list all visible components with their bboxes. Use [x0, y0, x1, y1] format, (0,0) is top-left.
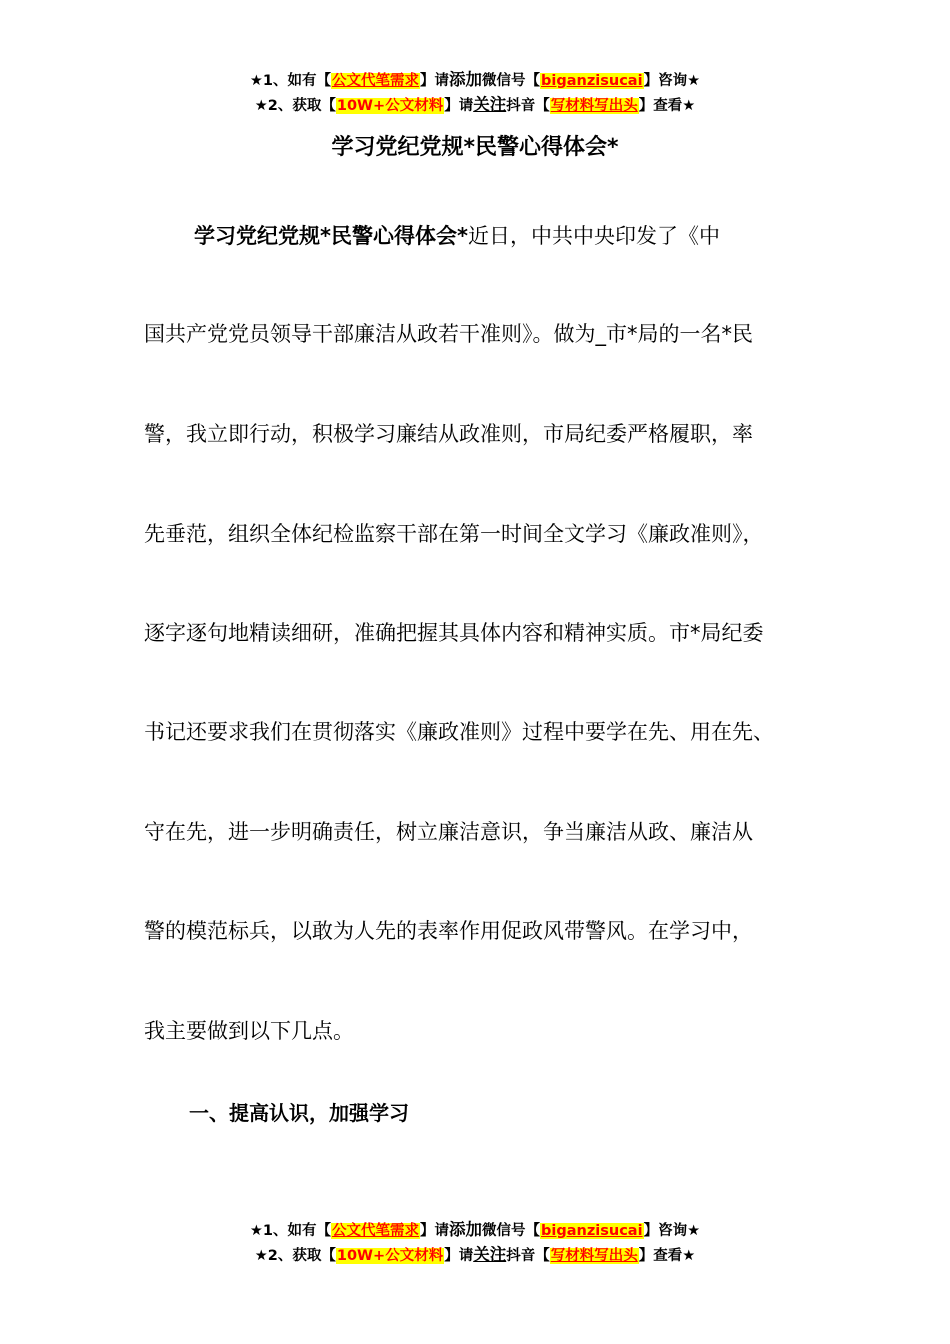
banner-text: ★2、获取【: [254, 1248, 336, 1264]
paragraph-lead: 学习党纪党规*民警心得体会*: [194, 224, 468, 248]
banner-text: 微信号【: [482, 1223, 541, 1239]
banner-highlight-wechat-id: biganzisucai: [541, 73, 643, 89]
paragraph-line-7: 守在先，进一步明确责任，树立廉洁意识，争当廉洁从政、廉洁从: [144, 820, 753, 844]
paragraph-line-4: 先垂范，组织全体纪检监察干部在第一时间全文学习《廉政准则》，: [144, 522, 764, 546]
paragraph-line-9: 我主要做到以下几点。: [144, 1019, 354, 1043]
banner-highlight-materials: 10W+公文材料: [336, 98, 444, 114]
banner-emphasis-add: 添加: [449, 70, 483, 89]
document-title: 学习党纪党规*民警心得体会*: [331, 135, 619, 160]
banner-text: 】咨询★: [643, 1223, 701, 1239]
banner-text: 】咨询★: [643, 73, 701, 89]
banner-text: 】请: [444, 98, 474, 114]
bottom-banner: [0, 1218, 950, 1268]
banner-text: 】查看★: [638, 1248, 696, 1264]
banner-text: 抖音【: [506, 98, 550, 114]
paragraph-line-6: 书记还要求我们在贯彻落实《廉政准则》过程中要学在先、用在先、: [144, 720, 774, 744]
banner-line-2: [0, 93, 950, 118]
banner-emphasis-follow: 关注: [473, 95, 507, 114]
banner-text: ★2、获取【: [254, 98, 336, 114]
banner-emphasis-follow: 关注: [473, 1245, 507, 1264]
banner-line-2: [0, 1243, 950, 1268]
banner-highlight-douyin: 写材料写出头: [550, 98, 638, 114]
banner-text: ★1、如有【: [249, 1223, 332, 1239]
paragraph-line-1: [194, 220, 864, 252]
section-heading: 一、提高认识，加强学习: [189, 1101, 409, 1125]
banner-text: 】查看★: [638, 98, 696, 114]
banner-line-1: [0, 1218, 950, 1243]
banner-text: 】请: [420, 1223, 450, 1239]
banner-emphasis-add: 添加: [449, 1220, 483, 1239]
paragraph-line-8: 警的模范标兵，以敢为人先的表率作用促政风带警风。在学习中，: [144, 919, 753, 943]
banner-line-1: [0, 68, 950, 93]
banner-highlight-service: 公文代笔需求: [332, 73, 420, 89]
banner-text: 】请: [444, 1248, 474, 1264]
banner-text: 抖音【: [506, 1248, 550, 1264]
banner-text: 】请: [420, 73, 450, 89]
banner-highlight-wechat-id: biganzisucai: [541, 1223, 643, 1239]
banner-text: ★1、如有【: [249, 73, 332, 89]
paragraph-text: 近日，中共中央印发了《中: [467, 224, 720, 248]
top-banner: [0, 68, 950, 118]
banner-text: 微信号【: [482, 73, 541, 89]
paragraph-line-2: 国共产党党员领导干部廉洁从政若干准则》。做为_市*局的一名*民: [144, 322, 753, 346]
banner-highlight-materials: 10W+公文材料: [336, 1248, 444, 1264]
banner-highlight-service: 公文代笔需求: [332, 1223, 420, 1239]
banner-highlight-douyin: 写材料写出头: [550, 1248, 638, 1264]
paragraph-line-3: 警，我立即行动，积极学习廉结从政准则，市局纪委严格履职，率: [144, 422, 753, 446]
paragraph-line-5: 逐字逐句地精读细研，准确把握其具体内容和精神实质。市*局纪委: [144, 621, 764, 645]
